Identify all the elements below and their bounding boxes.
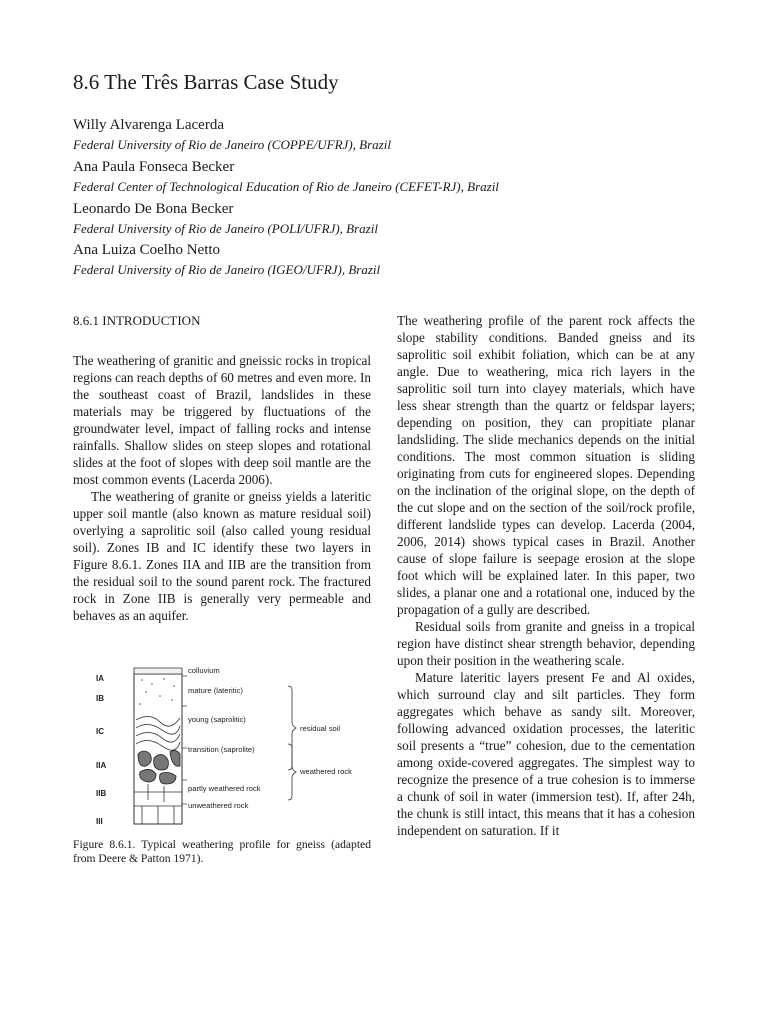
author-affiliation: Federal University of Rio de Janeiro (COPPE/UFRJ), Brazil: [73, 137, 391, 152]
layer-boundaries: [182, 676, 187, 804]
group-label: weathered rock: [300, 767, 352, 776]
layer-label: partly weathered rock: [188, 784, 261, 793]
author-affiliation: Federal University of Rio de Janeiro (IGEO/UFRJ), Brazil: [73, 262, 381, 277]
layer-label: transition (saprolite): [188, 745, 255, 754]
figure-caption: Figure 8.6.1. Typical weathering profile for gneiss (adapted from Deere & Patton 1971).: [73, 838, 371, 865]
author-affiliation: Federal University of Rio de Janeiro (POLI/UFRJ), Brazil: [73, 221, 378, 236]
profile-column: [134, 674, 182, 824]
colluvium-layer: [134, 668, 182, 674]
zone-label: IIA: [96, 761, 107, 770]
author-name: Ana Luiza Coelho Netto: [73, 242, 221, 258]
weathering-profile-figure: [90, 660, 360, 832]
layer-label: unweathered rock: [188, 801, 249, 810]
paragraph: Residual soils from granite and gneiss in a tropical region have distinct shear strength behavior, depending upon their position in the weathering scale.: [397, 619, 695, 668]
group-label: residual soil: [300, 724, 341, 733]
layer-label: mature (lateritic): [188, 686, 243, 695]
zone-label: IC: [96, 727, 104, 736]
layer-label: colluvium: [188, 666, 220, 675]
zone-label: IB: [96, 694, 104, 703]
zone-label: IA: [96, 674, 104, 683]
paragraph: Mature lateritic layers present Fe and Al oxides, which surround clay and silt particles. They form aggregates which behave as sandy silt. Moreover, following advanced oxidation processes, the lateritic soil presents a “true” cohesion, due to the cementation among oxide-covered aggregates. The simplest way to recognize the presence of a true cohesion is to immerse a chunk of soil in water (immersion test). If, after 24h, the chunk is still intact, this means that it has a cohesion independent on saturation. If it: [397, 670, 695, 838]
paragraph: The weathering of granite or gneiss yields a lateritic upper soil mantle (also known as mature residual soil) overlying a saprolitic soil (also called young residual soil). Zones IB and IC identify these two layers in Figure 8.6.1. Zones IIA and IIB are the transition from the residual soil to the sound parent rock. The fractured rock in Zone IIB is generally very permeable and behaves as an aquifer.: [73, 489, 371, 623]
paragraph: The weathering of granitic and gneissic rocks in tropical regions can reach depths of 60 metres and even more. In the southeast coast of Brazil, landslides in these materials may be triggered by fluctuations of the groundwater level, impact of falling rocks and intense rainfalls. Shallow slides on steep slopes and rotational slides at the foot of slopes with deep soil mantle are the most common events (Lacerda 2006).: [73, 353, 371, 487]
author-name: Ana Paula Fonseca Becker: [73, 159, 235, 175]
zone-label: III: [96, 817, 103, 826]
page-title: 8.6 The Três Barras Case Study: [73, 70, 339, 94]
layer-label: young (saprolitic): [188, 715, 246, 724]
author-affiliation: Federal Center of Technological Education of Rio de Janeiro (CEFET-RJ), Brazil: [73, 179, 499, 194]
right-column: [397, 312, 695, 839]
left-column: [73, 352, 371, 624]
section-heading: 8.6.1 INTRODUCTION: [73, 313, 201, 328]
author-name: Willy Alvarenga Lacerda: [73, 117, 224, 133]
paragraph: The weathering profile of the parent rock affects the slope stability conditions. Banded gneiss and its saprolitic soil exhibit foliation, which can be at any angle. Due to weathering, mica rich layers in the saprolitic soil turn into clayey materials, which have less shear strength than the quartz or feldspar layers; depending on position, they can propitiate planar landsliding. The slide mechanics depends on the initial conditions. The most common situation is sliding originating from cuts for engineered slopes. Depending on the inclination of the original slope, on the depth of the cut slope and on the section of the soil/rock profile, different landslide types can develop. Lacerda (2004, 2006, 2014) shows typical cases in Brazil. Another cause of slope failure is seepage erosion at the slope foot which will be explained later. In this paper, two slides, a planar one and a rotational one, induced by the propagation of a gully are described.: [397, 313, 695, 617]
weathered-rock-bracket: [288, 744, 296, 800]
author-name: Leonardo De Bona Becker: [73, 201, 234, 217]
zone-label: IIB: [96, 789, 107, 798]
